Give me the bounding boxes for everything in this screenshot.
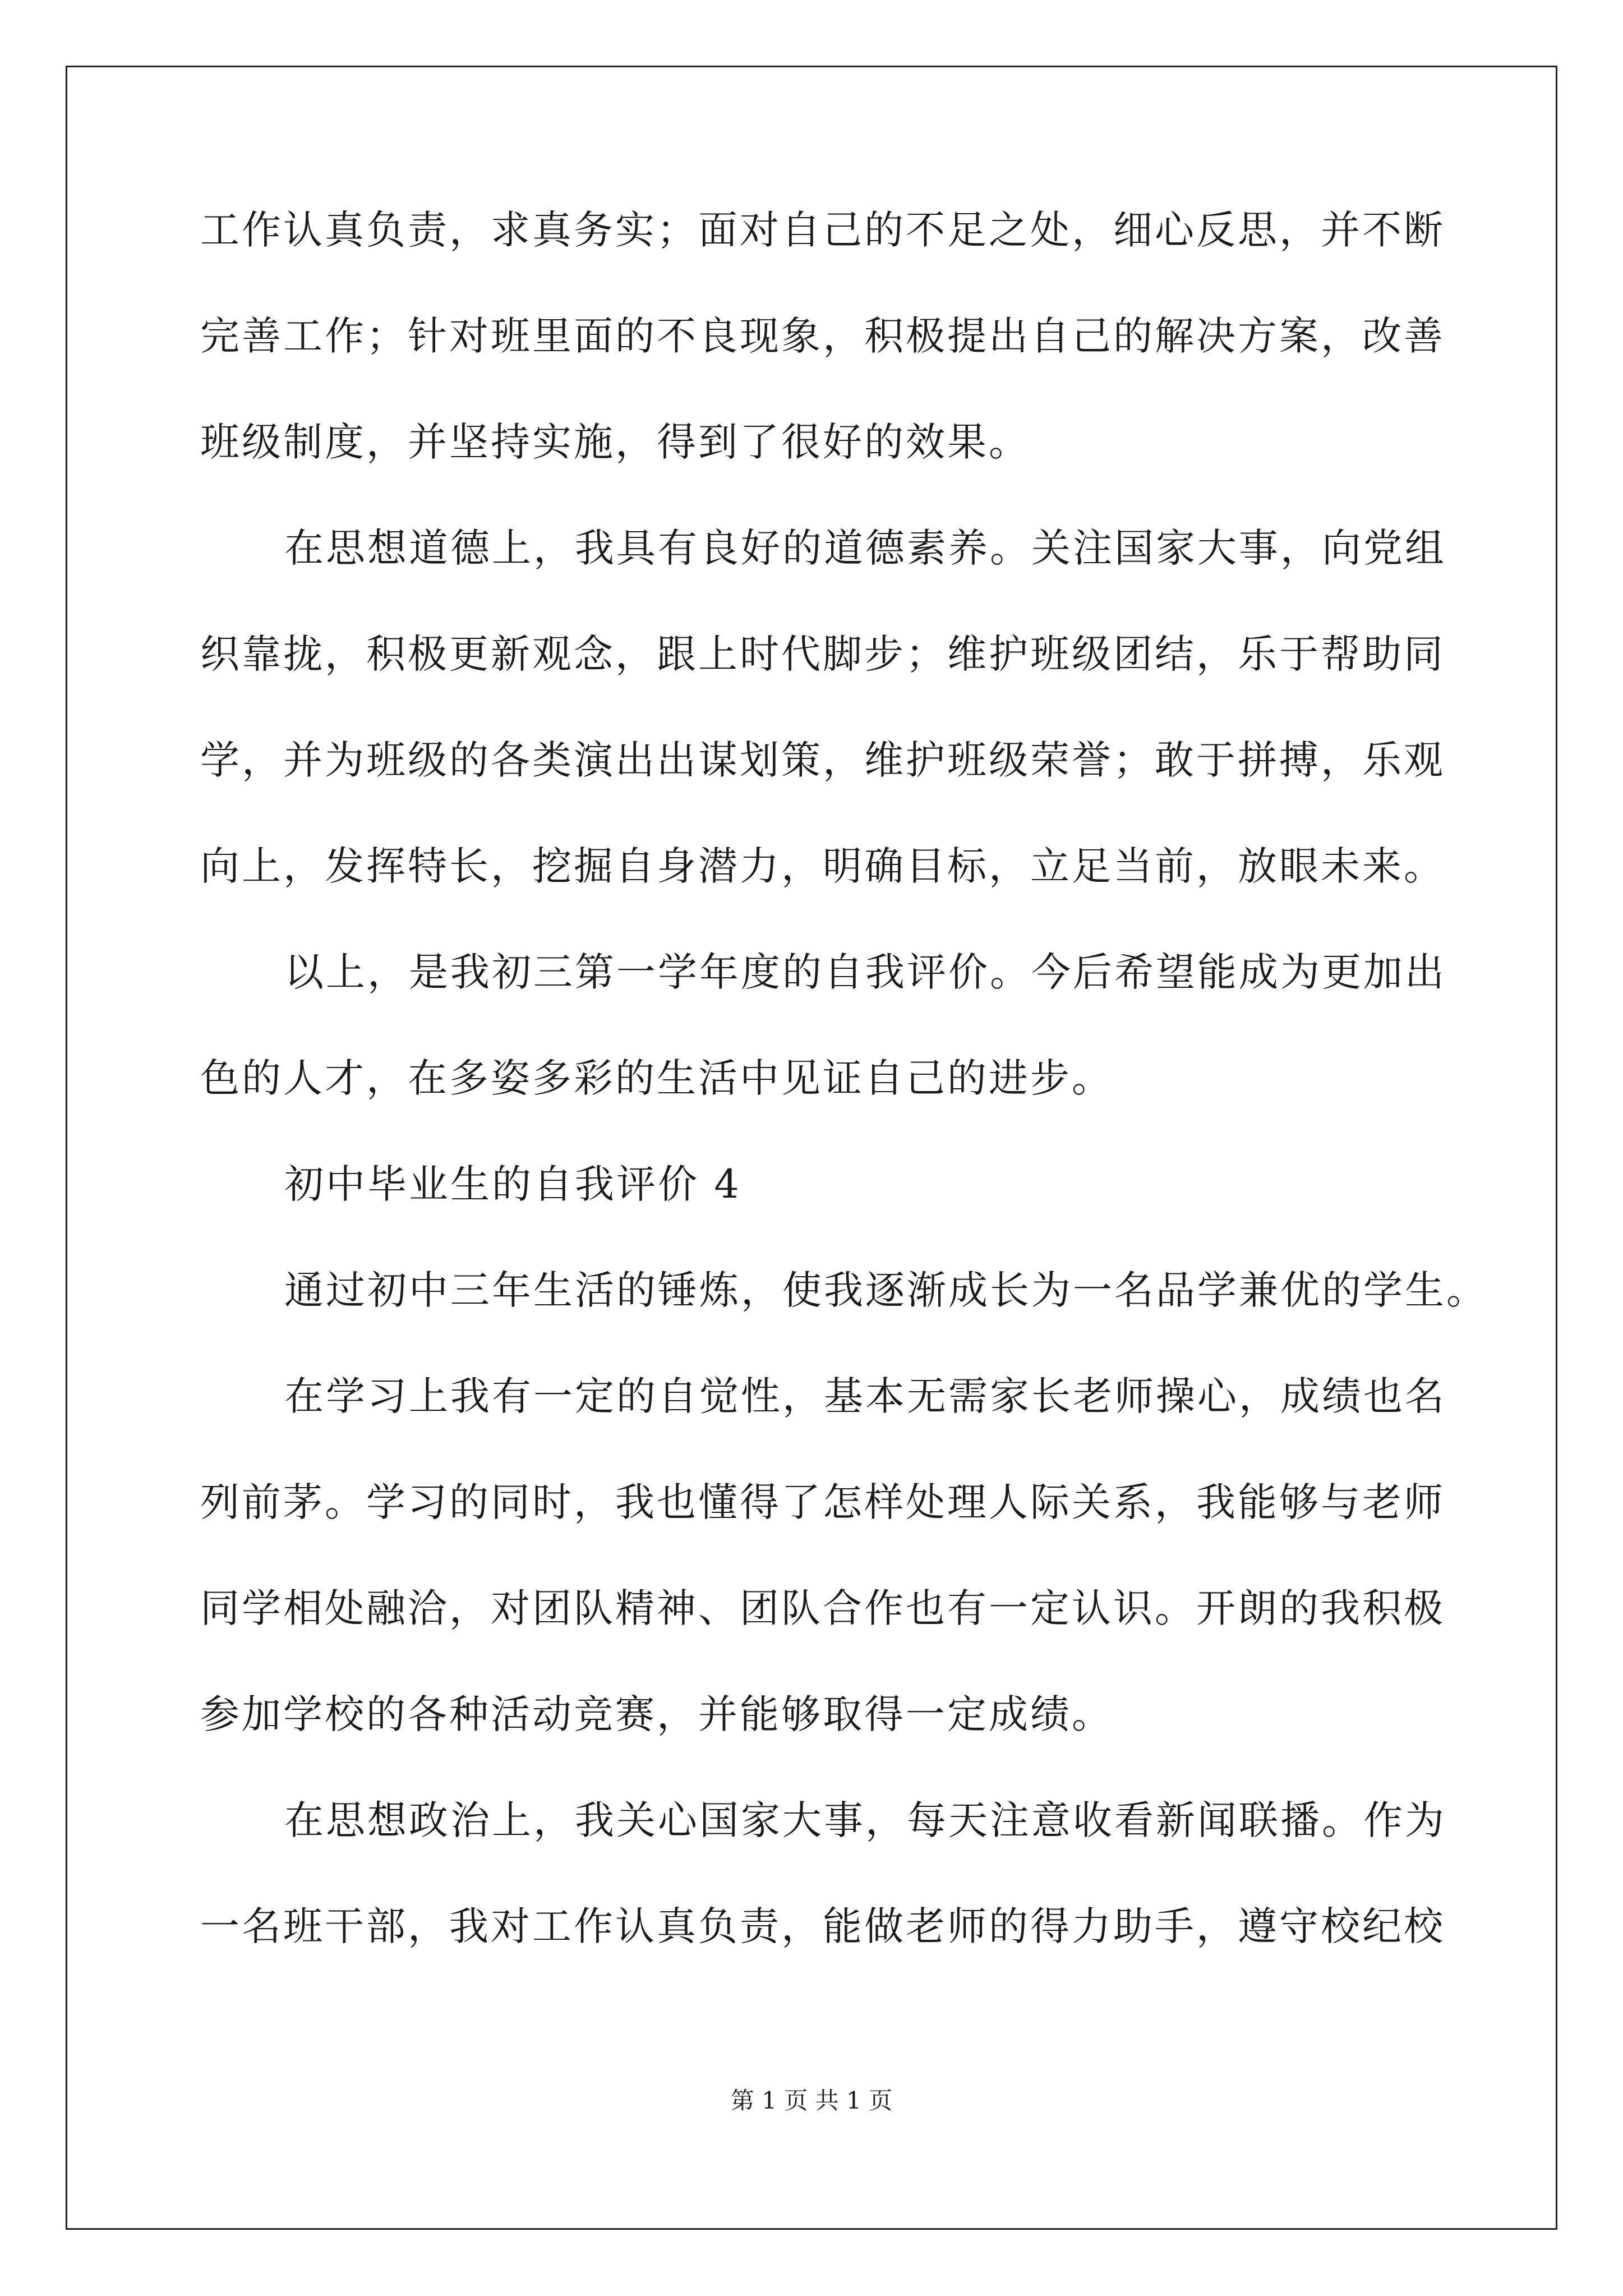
text-line: 列前茅。学习的同时，我也懂得了怎样处理人际关系，我能够与老师 <box>200 1479 1445 1525</box>
paragraph-first-line: 在思想政治上，我关心国家大事，每天注意收看新闻联播。作为 <box>284 1797 1446 1843</box>
paragraph-first-line: 以上，是我初三第一学年度的自我评价。今后希望能成为更加出 <box>284 949 1446 995</box>
section-heading: 初中毕业生的自我评价 4 <box>284 1161 741 1207</box>
paragraph-first-line: 在学习上我有一定的自觉性，基本无需家长老师操心，成绩也名 <box>284 1373 1446 1419</box>
text-line: 织靠拢，积极更新观念，跟上时代脚步；维护班级团结，乐于帮助同 <box>200 631 1445 677</box>
text-line: 班级制度，并坚持实施，得到了很好的效果。 <box>200 419 1030 465</box>
paragraph-first-line: 在思想道德上，我具有良好的道德素养。关注国家大事，向党组 <box>284 525 1446 571</box>
text-line: 向上，发挥特长，挖掘自身潜力，明确目标，立足当前，放眼未来。 <box>200 843 1445 889</box>
text-line: 完善工作；针对班里面的不良现象，积极提出自己的解决方案，改善 <box>200 313 1445 359</box>
text-line: 参加学校的各种活动竞赛，并能够取得一定成绩。 <box>200 1691 1113 1737</box>
text-line: 色的人才，在多姿多彩的生活中见证自己的进步。 <box>200 1055 1113 1101</box>
text-line: 同学相处融洽，对团队精神、团队合作也有一定认识。开朗的我积极 <box>200 1585 1445 1631</box>
text-line: 学，并为班级的各类演出出谋划策，维护班级荣誉；敢于拼搏，乐观 <box>200 737 1445 783</box>
page-number-footer: 第 1 页 共 1 页 <box>730 2087 893 2114</box>
paragraph-first-line: 通过初中三年生活的锤炼，使我逐渐成长为一名品学兼优的学生。 <box>284 1267 1488 1313</box>
text-line: 工作认真负责，求真务实；面对自己的不足之处，细心反思，并不断 <box>200 207 1445 253</box>
text-line: 一名班干部，我对工作认真负责，能做老师的得力助手，遵守校纪校 <box>200 1903 1445 1949</box>
